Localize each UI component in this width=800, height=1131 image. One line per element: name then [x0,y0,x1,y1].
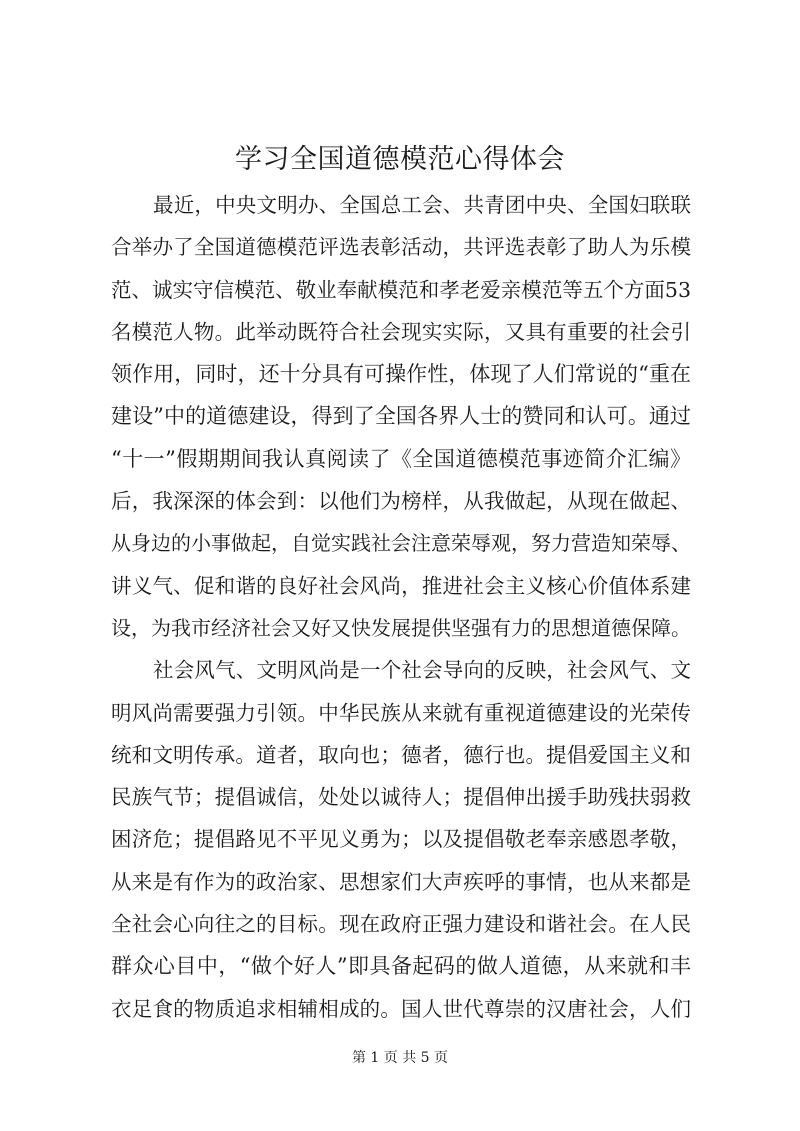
paragraph-1-line-8: 后，我深深的体会到：以他们为榜样，从我做起，从现在做起、 [111,489,691,514]
paragraph-2-line-8: 群众心目中，“做个好人”即具备起码的做人道德，从来就和丰 [111,954,691,979]
paragraph-2-line-9: 衣足食的物质追求相辅相成的。国人世代尊崇的汉唐社会，人们 [111,996,691,1021]
paragraph-1-line-3: 范、诚实守信模范、敬业奉献模范和孝老爱亲模范等五个方面53 [111,277,691,302]
page-footer: 第 1 页 共 5 页 [351,1050,449,1066]
paragraph-1-line-6: 建设”中的道德建设，得到了全国各界人士的赞同和认可。通过 [111,404,691,429]
document-title: 学习全国道德模范心得体会 [235,144,565,175]
paragraph-2-line-7: 全社会心向往之的目标。现在政府正强力建设和谐社会。在人民 [111,912,691,937]
paragraph-1-line-4: 名模范人物。此举动既符合社会现实实际，又具有重要的社会引 [111,319,691,344]
paragraph-1-line-1: 最近，中央文明办、全国总工会、共青团中央、全国妇联联 [153,193,691,217]
paragraph-1-line-2: 合举办了全国道德模范评选表彰活动，共评选表彰了助人为乐模 [111,235,691,260]
document-body [111,184,691,1030]
paragraph-2-line-2: 明风尚需要强力引领。中华民族从来就有重视道德建设的光荣传 [111,700,691,725]
paragraph-2-line-1: 社会风气、文明风尚是一个社会导向的反映，社会风气、文 [153,658,691,683]
paragraph-1-line-5: 领作用，同时，还十分具有可操作性，体现了人们常说的“重在 [111,362,691,387]
paragraph-1-line-10: 讲义气、促和谐的良好社会风尚，推进社会主义核心价值体系建 [111,573,691,598]
paragraph-1-line-7: “十一”假期期间我认真阅读了《全国道德模范事迹简介汇编》 [111,446,691,471]
paragraph-1-line-9: 从身边的小事做起，自觉实践社会注意荣辱观，努力营造知荣辱、 [111,531,691,556]
paragraph-2-line-4: 民族气节；提倡诚信，处处以诚待人；提倡伸出援手助残扶弱救 [111,785,691,810]
paragraph-2-line-6: 从来是有作为的政治家、思想家们大声疾呼的事情，也从来都是 [111,869,691,894]
paragraph-2-line-5: 困济危；提倡路见不平见义勇为；以及提倡敬老奉亲感恩孝敬， [111,827,691,852]
paragraph-1-line-11: 设，为我市经济社会又好又快发展提供坚强有力的思想道德保障。 [111,615,691,640]
paragraph-2-line-3: 统和文明传承。道者，取向也；德者，德行也。提倡爱国主义和 [111,742,691,767]
